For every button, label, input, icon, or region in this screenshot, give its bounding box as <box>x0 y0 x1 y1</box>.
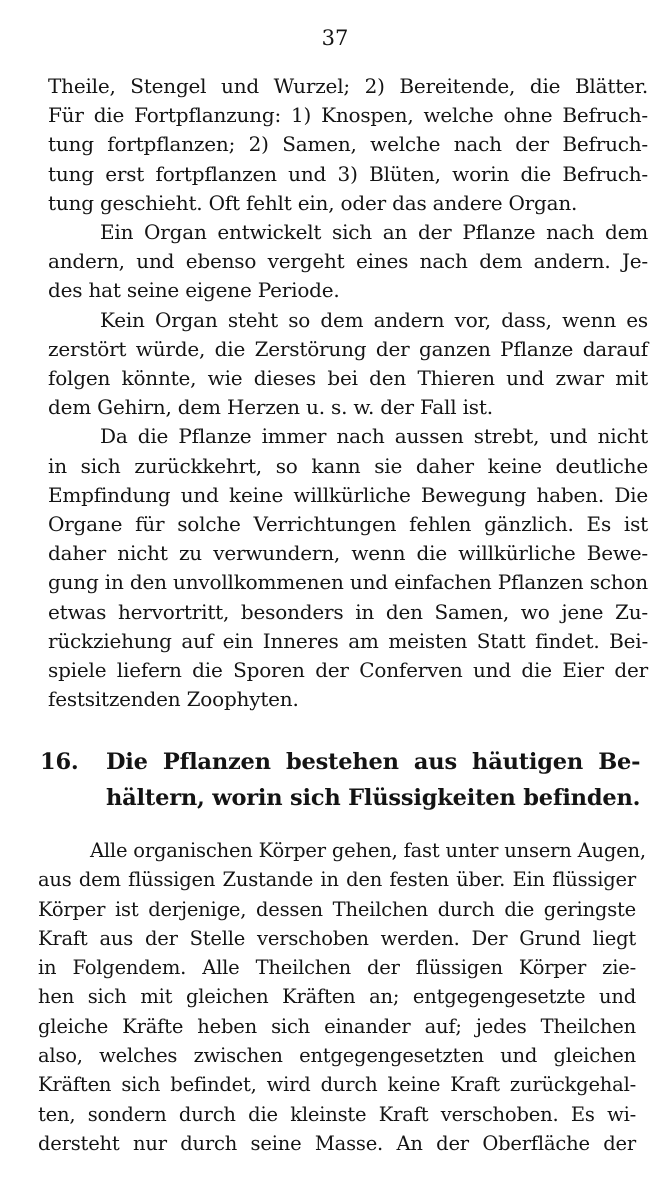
text-line: dersteht nur durch seine Masse. An der Oberfläche der <box>38 1131 636 1155</box>
heading <box>40 744 641 816</box>
text-line: daher nicht zu verwundern, wenn die willkürliche Bewe- <box>48 541 648 566</box>
text-line: spiele liefern die Sporen der Conferven und die Eier der <box>48 658 648 683</box>
section-title-line: Die Pflanzen bestehen aus häutigen Be- <box>106 749 641 775</box>
text-line: etwas hervortritt, besonders in den Samen, wo jene Zu- <box>48 599 648 624</box>
section-title-line: hältern, worin sich Flüssigkeiten befinden. <box>106 785 641 811</box>
text-line: in sich zurückkehrt, so kann sie daher keine deutliche <box>48 453 648 478</box>
text-line: andern, und ebenso vergeht eines nach dem andern. Je- <box>48 249 648 274</box>
text-line: Für die Fortpflanzung: 1) Knospen, welche ohne Befruch- <box>48 103 648 128</box>
text-line: Kraft aus der Stelle verschoben werden. Der Grund liegt <box>38 926 636 950</box>
text-line: Empfindung und keine willkürliche Bewegung haben. Die <box>48 482 648 507</box>
text-line: Ein Organ entwickelt sich an der Pflanze nach dem <box>100 220 648 245</box>
text-line: Alle organischen Körper gehen, fast unter unsern Augen, <box>90 839 646 862</box>
paragraph <box>48 422 648 714</box>
text-line: dem Gehirn, dem Herzen u. s. w. der Fall ist. <box>48 395 493 420</box>
text-line: Körper ist derjenige, dessen Theilchen durch die geringste <box>38 897 636 921</box>
paragraph <box>48 218 648 306</box>
section-title <box>106 744 640 816</box>
body-text <box>48 72 648 714</box>
text-line: gleiche Kräfte heben sich einander auf; jedes Theilchen <box>38 1014 636 1038</box>
section-number: 16. <box>40 749 79 775</box>
text-line: Organe für solche Verrichtungen fehlen gänzlich. Es ist <box>48 512 648 537</box>
section-heading <box>40 744 641 816</box>
text-line: tung erst fortpflanzen und 3) Blüten, worin die Befruch- <box>48 161 648 186</box>
text-line: gung in den unvollkommenen und einfachen Pflanzen schon <box>48 570 648 595</box>
text-line: ten, sondern durch die kleinste Kraft verschoben. Es wi- <box>38 1102 636 1126</box>
text-line: tung geschieht. Oft fehlt ein, oder das andere Organ. <box>48 190 578 215</box>
text-line: Kräften sich befindet, wird durch keine Kraft zurückgehal- <box>38 1073 636 1097</box>
text-line: festsitzenden Zoophyten. <box>48 687 299 712</box>
text-line: aus dem flüssigen Zustande in den festen über. Ein flüssiger <box>38 868 636 892</box>
page-number: 37 <box>321 26 349 50</box>
text-line: folgen könnte, wie dieses bei den Thieren und zwar mit <box>48 366 648 391</box>
paragraph <box>48 306 648 423</box>
paragraph <box>48 72 648 218</box>
section-body <box>38 836 646 1158</box>
text-line: Theile, Stengel und Wurzel; 2) Bereitende, die Blätter. <box>48 74 648 98</box>
text-line: hen sich mit gleichen Kräften an; entgegengesetzte und <box>38 985 636 1009</box>
text-line: des hat seine eigene Periode. <box>48 278 340 303</box>
text-line: zerstört würde, die Zerstörung der ganzen Pflanze darauf <box>48 336 648 361</box>
text-line: rückziehung auf ein Inneres am meisten Statt findet. Bei- <box>48 628 648 653</box>
text-line: also, welches zwischen entgegengesetzten und gleichen <box>38 1044 636 1068</box>
text-line: Kein Organ steht so dem andern vor, dass, wenn es <box>100 307 648 332</box>
text-line: tung fortpflanzen; 2) Samen, welche nach der Befruch- <box>48 132 648 157</box>
text-line: Da die Pflanze immer nach aussen strebt, und nicht <box>100 424 648 449</box>
text-line: in Folgendem. Alle Theilchen der flüssigen Körper zie- <box>38 956 636 980</box>
